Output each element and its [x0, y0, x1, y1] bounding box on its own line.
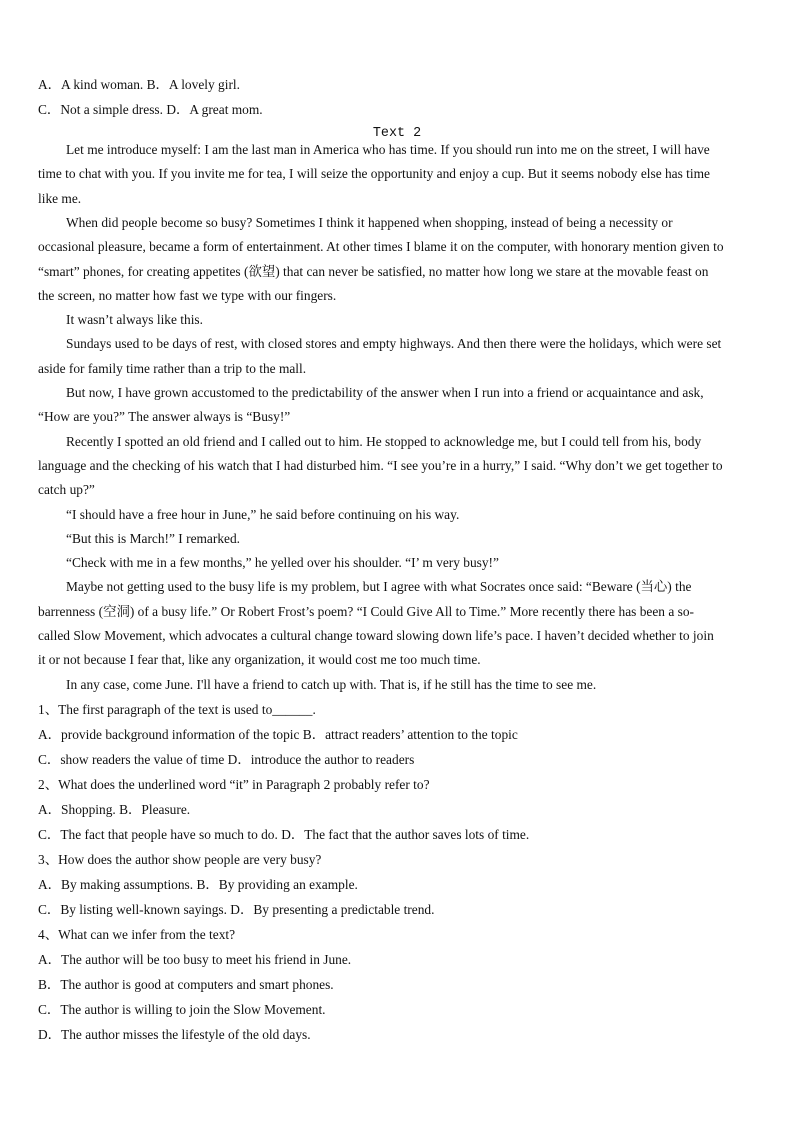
previous-options-line: C．Not a simple dress. D．A great mom. — [38, 102, 263, 117]
question-options: C．The fact that people have so much to do. D．The fact that the author saves lots of time. — [38, 827, 530, 842]
question-stem: 4、What can we infer from the text? — [38, 927, 236, 942]
question-options: D．The author misses the lifestyle of the old days. — [38, 1027, 311, 1042]
passage-line: But now, I have grown accustomed to the predictability of the answer when I run into a friend or acquaintance and ask, — [66, 385, 704, 400]
passage-line: “But this is March!” I remarked. — [66, 530, 241, 546]
question-options: A．provide background information of the topic B．attract readers’ attention to the topic — [38, 727, 518, 742]
passage-line: called Slow Movement, which advocates a cultural change toward slowing down life’s pace. I haven’t decided whether to join — [38, 628, 714, 643]
question-options: A．By making assumptions. B．By providing an example. — [38, 877, 358, 892]
passage-line: Sundays used to be days of rest, with closed stores and empty highways. And then there were the holidays, which were set — [66, 336, 722, 352]
passage-line: catch up?” — [38, 482, 95, 498]
question-options: B．The author is good at computers and smart phones. — [38, 977, 334, 992]
previous-options-line: A．A kind woman. B．A lovely girl. — [38, 77, 240, 92]
passage-line: Recently I spotted an old friend and I called out to him. He stopped to acknowledge me, but I could tell from his, body — [66, 433, 702, 449]
question-stem: 2、What does the underlined word “it” in Paragraph 2 probably refer to? — [38, 777, 430, 792]
question-options: C．The author is willing to join the Slow Movement. — [38, 1002, 326, 1017]
passage-line: language and the checking of his watch that I had disturbed him. “I see you’re in a hurry,” I said. “Why don’t we get together to — [38, 457, 723, 473]
passage-line: it or not because I fear that, like any organization, it would cost me too much time. — [38, 652, 481, 668]
passage-line: “smart” phones, for creating appetites (欲望) that can never be satisfied, no matter how long we stare at the movable feast on — [38, 263, 709, 279]
question-options: C．By listing well-known sayings. D．By presenting a predictable trend. — [38, 902, 435, 917]
passage-line: the screen, no matter how fast we type with our fingers. — [38, 287, 337, 303]
passage-line: barrenness (空洞) of a busy life.” Or Robert Frost’s poem? “I Could Give All to Time.” More recently there has been a so- — [38, 603, 694, 619]
passage-line: like me. — [38, 190, 82, 206]
question-stem: 3、How does the author show people are very busy? — [38, 852, 322, 867]
passage-line: aside for family time rather than a trip to the mall. — [38, 360, 307, 376]
passage-line: “Check with me in a few months,” he yelled over his shoulder. “I’ m very busy!” — [66, 555, 499, 571]
passage-line: Let me introduce myself: I am the last man in America who has time. If you should run into me on the street, I will have — [66, 142, 710, 157]
passage-line: “How are you?” The answer always is “Busy!” — [38, 409, 291, 425]
passage-line: occasional pleasure, became a form of entertainment. At other times I blame it on the computer, with honorary mention given to — [38, 239, 724, 255]
question-options: C．show readers the value of time D．introduce the author to readers — [38, 752, 415, 767]
passage-line: “I should have a free hour in June,” he said before continuing on his way. — [66, 506, 460, 522]
passage-title: Text 2 — [372, 126, 422, 141]
passage-line: time to chat with you. If you invite me for tea, I will seize the opportunity and enjoy a cup. But it seems nobody else has time — [38, 166, 710, 182]
passage-line: When did people become so busy? Sometimes I think it happened when shopping, instead of being a necessity or — [66, 214, 673, 230]
passage-line: It wasn’t always like this. — [66, 312, 203, 328]
question-stem: 1、The first paragraph of the text is used to______. — [38, 702, 316, 717]
question-options: A．The author will be too busy to meet his friend in June. — [38, 952, 352, 967]
passage-line: Maybe not getting used to the busy life is my problem, but I agree with what Socrates once said: “Beware (当心) the — [66, 579, 692, 595]
question-options: A．Shopping. B．Pleasure. — [38, 802, 191, 817]
passage-line: In any case, come June. I'll have a friend to catch up with. That is, if he still has the time to see me. — [66, 676, 597, 692]
